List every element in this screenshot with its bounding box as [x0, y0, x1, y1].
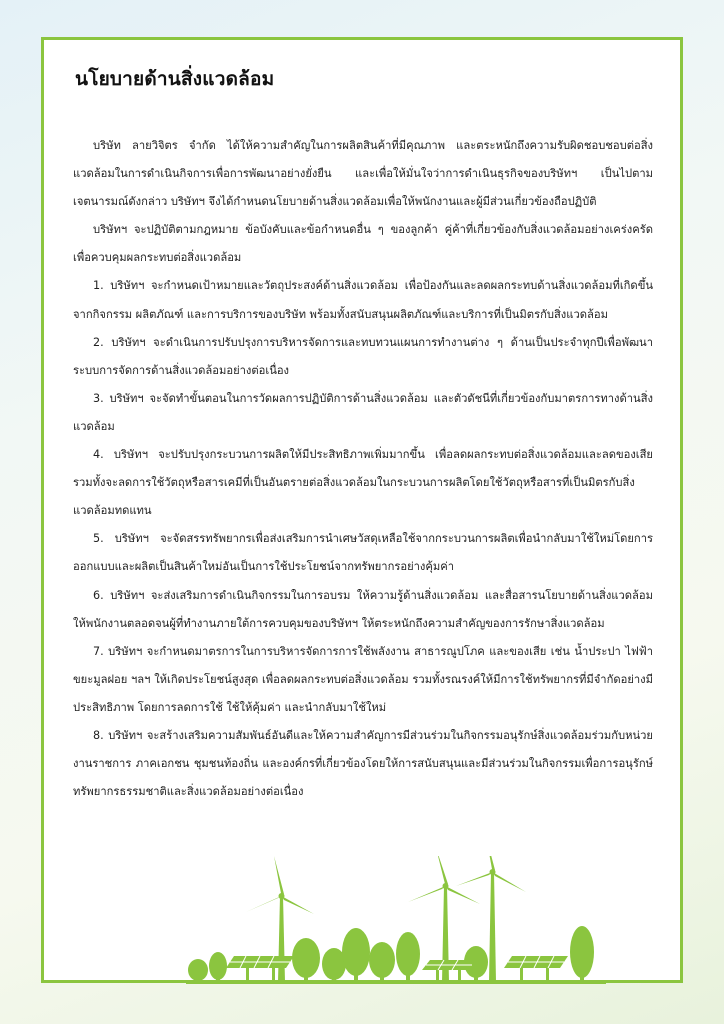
tree-icon: [209, 952, 227, 982]
policy-item-8: 8. บริษัทฯ จะสร้างเสริมความสัมพันธ์อันดีและให้ความสำคัญการมีส่วนร่วมในกิจกรรมอนุรักษ์สิ่งแวดล้อมร่วมกับหน่วยงานราชการ ภาคเอกชน ชุมชนท้องถิ่น และองค์กรที่เกี่ยวข้องโดยให้การสนับสนุนและมีส่วนร่วมในกิจกรรมเพื่อการอนุรักษ์ทรัพยากรธรรมชาติและสิ่งแวดล้อมอย่างต่อเนื่อง: [73, 728, 653, 799]
compliance-paragraph: บริษัทฯ จะปฏิบัติตามกฎหมาย ข้อบังคับและข้อกำหนดอื่น ๆ ของลูกค้า คู่ค้าที่เกี่ยวข้องกับสิ่งแวดล้อมอย่างเคร่งครัดเพื่อควบคุมผลกระทบต่อสิ่งแวดล้อม: [73, 223, 653, 265]
policy-item-6: 6. บริษัทฯ จะส่งเสริมการดำเนินกิจกรรมในการอบรม ให้ความรู้ด้านสิ่งแวดล้อม และสื่อสารนโยบายด้านสิ่งแวดล้อมให้พนักงานตลอดจนผู้ที่ทำงานภายใต้การควบคุมของบริษัทฯ ให้ตระหนักถึงความสำคัญของการรักษาสิ่งแวดล้อม: [73, 588, 653, 630]
intro-paragraph: บริษัท ลายวิจิตร จำกัด ได้ให้ความสำคัญในการผลิตสินค้าที่มีคุณภาพ และตระหนักถึงความรับผิดชอบชอบต่อสิ่งแวดล้อมในการดำเนินกิจการเพื่อการพัฒนาอย่างยั่งยืน และเพื่อให้มั่นใจว่าการดำเนินธุรกิจของบริษัทฯ เป็นไปตามเจตนารมณ์ดังกล่าว บริษัทฯ จึงได้กำหนดนโยบายด้านสิ่งแวดล้อมเพื่อให้พนักงานและผู้มีส่วนเกี่ยวข้องถือปฏิบัติ: [73, 139, 653, 209]
ground-icon: [186, 980, 606, 984]
page-title: นโยบายด้านสิ่งแวดล้อม: [75, 68, 275, 90]
policy-item-2: 2. บริษัทฯ จะดำเนินการปรับปรุงการบริหารจัดการและทบทวนแผนการทำงานต่าง ๆ ด้านเป็นประจำทุกปีเพื่อพัฒนาระบบการจัดการด้านสิ่งแวดล้อมอย่างต่อเนื่อง: [73, 335, 653, 377]
solar-panel-icon: [422, 960, 476, 980]
policy-item-1: 1. บริษัทฯ จะกำหนดเป้าหมายและวัตถุประสงค์ด้านสิ่งแวดล้อม เพื่อป้องกันและลดผลกระทบด้านสิ่งแวดล้อมที่เกิดขึ้นจากกิจกรรม ผลิตภัณฑ์ และการบริการของบริษัท พร้อมทั้งสนับสนุนผลิตภัณฑ์และบริการที่เป็นมิตรกับสิ่งแวดล้อม: [73, 279, 653, 321]
tree-icon: [342, 928, 370, 982]
tree-icon: [369, 942, 395, 982]
tree-icon: [188, 959, 208, 982]
green-energy-illustration: [186, 856, 606, 986]
solar-panel-icon: [504, 956, 568, 980]
document-frame: [41, 37, 683, 983]
policy-item-5: 5. บริษัทฯ จะจัดสรรทรัพยากรเพื่อส่งเสริมการนำเศษวัสดุเหลือใช้จากกระบวนการผลิตเพื่อนำกลับมาใช้ใหม่โดยการออกแบบและผลิตเป็นสินค้าใหม่อันเป็นการใช้ประโยชน์จากทรัพยากรอย่างคุ้มค่า: [73, 532, 653, 574]
policy-body: [73, 132, 653, 806]
policy-item-7: 7. บริษัทฯ จะกำหนดมาตรการในการบริหารจัดการการใช้พลังงาน สาธารณูปโภค และของเสีย เช่น น้ำประปา ไฟฟ้า ขยะมูลฝอย ฯลฯ ให้เกิดประโยชน์สูงสุด เพื่อลดผลกระทบต่อสิ่งแวดล้อม รวมทั้งรณรงค์ให้มีการใช้ทรัพยากรที่มีจำกัดอย่างมีประสิทธิภาพ โดยการลดการใช้ ใช้ให้คุ้มค่า และนำกลับมาใช้ใหม่: [73, 644, 653, 714]
policy-item-3: 3. บริษัทฯ จะจัดทำขั้นตอนในการวัดผลการปฏิบัติการด้านสิ่งแวดล้อม และตัวดัชนีที่เกี่ยวข้องกับมาตรการทางด้านสิ่งแวดล้อม: [73, 391, 653, 433]
tree-icon: [396, 932, 420, 982]
tree-icon: [292, 938, 320, 982]
tree-icon: [570, 926, 594, 982]
policy-item-4: 4. บริษัทฯ จะปรับปรุงกระบวนการผลิตให้มีประสิทธิภาพเพิ่มมากขึ้น เพื่อลดผลกระทบต่อสิ่งแวดล้อมและลดของเสีย รวมทั้งจะลดการใช้วัตถุหรือสารเคมีที่เป็นอันตรายต่อสิ่งแวดล้อมในกระบวนการผลิตโดยใช้วัตถุหรือสารที่เป็นมิตรกับสิ่งแวดล้อมทดแทน: [73, 448, 653, 518]
